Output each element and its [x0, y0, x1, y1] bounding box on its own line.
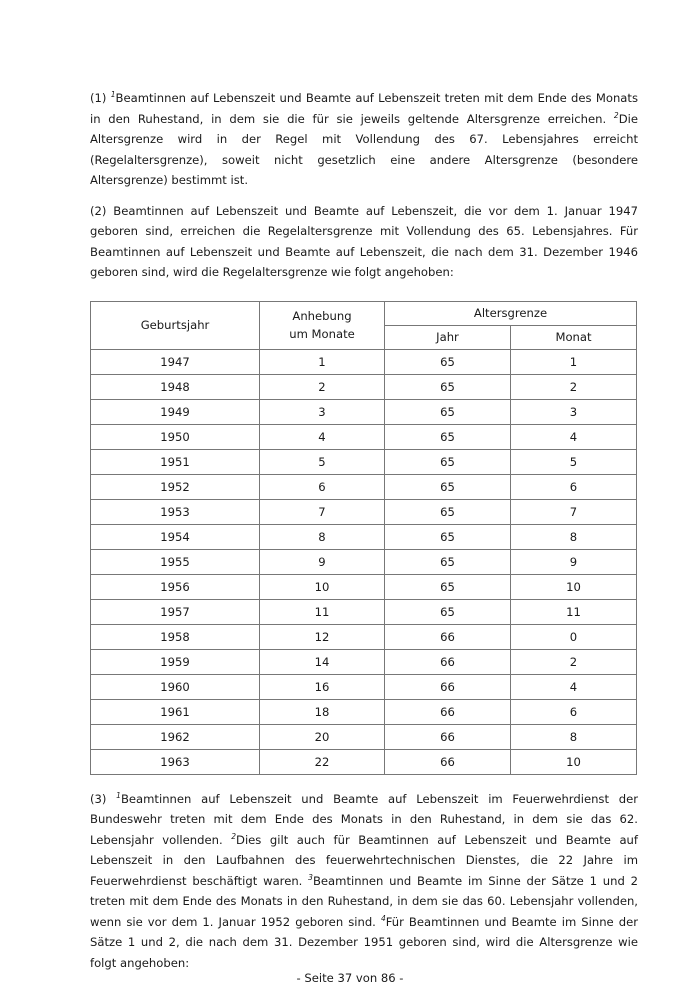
cell-month: 11: [511, 599, 637, 624]
sentence-number: 1: [110, 90, 116, 99]
table-row: [91, 424, 637, 449]
header-month: Monat: [511, 325, 637, 349]
cell-increase: 7: [260, 499, 385, 524]
cell-increase: 20: [260, 724, 385, 749]
cell-birthyear: 1957: [91, 599, 260, 624]
cell-birthyear: 1948: [91, 374, 260, 399]
paragraph-3-sentence-1: Beamtinnen auf Lebenszeit und Beamte auf Lebenszeit im Feuerwehrdienst der Bundeswehr treten mit dem Ende des Monats in den Ruhestand, in dem sie das 62. Lebensjahr vollenden.: [90, 791, 638, 847]
cell-year: 65: [385, 474, 511, 499]
cell-month: 9: [511, 549, 637, 574]
cell-month: 6: [511, 474, 637, 499]
cell-year: 65: [385, 449, 511, 474]
header-increase-line-1: Anhebung: [292, 309, 352, 323]
header-increase-line-2: um Monate: [289, 327, 355, 341]
cell-birthyear: 1947: [91, 349, 260, 374]
table-row: [91, 499, 637, 524]
table-row: [91, 649, 637, 674]
table-row: [91, 599, 637, 624]
paragraph-1-sentence-1: Beamtinnen auf Lebenszeit und Beamte auf Lebenszeit treten mit dem Ende des Monats in den Ruhestand, in dem sie die für sie jeweils geltende Altersgrenze erreichen.: [90, 91, 638, 126]
cell-birthyear: 1951: [91, 449, 260, 474]
paragraph-2: (2) Beamtinnen auf Lebenszeit und Beamte auf Lebenszeit, die vor dem 1. Januar 1947 geboren sind, erreichen die Regelaltersgrenze mit Vollendung des 65. Lebensjahres. Für Beamtinnen auf Lebenszeit und Beamte auf Lebenszeit, die nach dem 31. Dezember 1946 geboren sind, wird die Regelaltersgrenze wie folgt angehoben:: [90, 203, 638, 279]
paragraph-1-sentence-2: Die Altersgrenze wird in der Regel mit Vollendung des 67. Lebensjahres erreicht (Regelaltersgrenze), soweit nicht gesetzlich eine andere Altersgrenze (besondere Altersgrenze) bestimmt ist.: [90, 111, 638, 187]
paragraph-3-sentence-3: Beamtinnen und Beamte im Sinne der Sätze 1 und 2 treten mit dem Ende des Monats in den Ruhestand, in dem sie das 60. Lebensjahr vollenden, wenn sie vor dem 1. Januar 1952 geboren sind.: [90, 873, 638, 929]
sentence-number: 2: [231, 831, 237, 841]
paragraph-1: [90, 88, 638, 191]
cell-increase: 9: [260, 549, 385, 574]
cell-birthyear: 1958: [91, 624, 260, 649]
cell-year: 65: [385, 599, 511, 624]
table-row: [91, 574, 637, 599]
cell-month: 6: [511, 699, 637, 724]
cell-year: 65: [385, 424, 511, 449]
header-year: Jahr: [385, 325, 511, 349]
header-birthyear: Geburtsjahr: [91, 301, 260, 349]
cell-increase: 3: [260, 399, 385, 424]
cell-birthyear: 1961: [91, 699, 260, 724]
cell-month: 5: [511, 449, 637, 474]
table-row: [91, 524, 637, 549]
cell-month: 4: [511, 674, 637, 699]
page-number-footer: - Seite 37 von 86 -: [296, 971, 404, 985]
cell-increase: 2: [260, 374, 385, 399]
age-limit-table: [90, 301, 637, 775]
cell-month: 2: [511, 649, 637, 674]
cell-increase: 8: [260, 524, 385, 549]
cell-year: 66: [385, 724, 511, 749]
table-row: [91, 699, 637, 724]
cell-year: 65: [385, 549, 511, 574]
cell-year: 65: [385, 524, 511, 549]
cell-birthyear: 1949: [91, 399, 260, 424]
sentence-number: 4: [380, 913, 386, 923]
table-row: [91, 374, 637, 399]
paragraph-3: [90, 789, 638, 974]
cell-month: 8: [511, 724, 637, 749]
cell-increase: 18: [260, 699, 385, 724]
table-row: [91, 474, 637, 499]
cell-year: 65: [385, 374, 511, 399]
table-row: [91, 749, 637, 774]
cell-birthyear: 1956: [91, 574, 260, 599]
cell-year: 65: [385, 574, 511, 599]
table-row: [91, 399, 637, 424]
cell-birthyear: 1952: [91, 474, 260, 499]
cell-month: 4: [511, 424, 637, 449]
cell-increase: 5: [260, 449, 385, 474]
paragraph-3-sentence-2: Dies gilt auch für Beamtinnen auf Lebenszeit und Beamte auf Lebenszeit in den Laufbahnen des feuerwehrtechnischen Dienstes, die 22 Jahre im Feuerwehrdienst beschäftigt waren.: [90, 832, 638, 888]
cell-increase: 11: [260, 599, 385, 624]
cell-month: 3: [511, 399, 637, 424]
cell-birthyear: 1962: [91, 724, 260, 749]
paragraph-1-label: (1): [90, 91, 107, 105]
sentence-number: 1: [116, 790, 121, 800]
cell-month: 7: [511, 499, 637, 524]
cell-year: 66: [385, 749, 511, 774]
cell-birthyear: 1953: [91, 499, 260, 524]
cell-birthyear: 1960: [91, 674, 260, 699]
cell-year: 66: [385, 674, 511, 699]
cell-increase: 12: [260, 624, 385, 649]
sentence-number: 3: [308, 872, 313, 882]
cell-birthyear: 1963: [91, 749, 260, 774]
header-increase-months: [260, 301, 385, 349]
table-row: [91, 549, 637, 574]
cell-birthyear: 1950: [91, 424, 260, 449]
cell-month: 1: [511, 349, 637, 374]
table-row: [91, 449, 637, 474]
sentence-number: 2: [613, 110, 619, 120]
cell-year: 65: [385, 349, 511, 374]
cell-birthyear: 1955: [91, 549, 260, 574]
cell-increase: 6: [260, 474, 385, 499]
cell-month: 2: [511, 374, 637, 399]
cell-increase: 10: [260, 574, 385, 599]
cell-increase: 14: [260, 649, 385, 674]
cell-year: 65: [385, 399, 511, 424]
cell-increase: 4: [260, 424, 385, 449]
paragraph-3-label: (3): [90, 791, 107, 806]
header-age-limit: Altersgrenze: [385, 301, 637, 325]
table-body: [91, 349, 637, 774]
table-row: [91, 674, 637, 699]
cell-month: 10: [511, 574, 637, 599]
cell-increase: 1: [260, 349, 385, 374]
cell-year: 66: [385, 649, 511, 674]
table-row: [91, 624, 637, 649]
cell-birthyear: 1954: [91, 524, 260, 549]
cell-year: 65: [385, 499, 511, 524]
document-page: [90, 88, 638, 973]
cell-increase: 22: [260, 749, 385, 774]
cell-year: 66: [385, 699, 511, 724]
cell-increase: 16: [260, 674, 385, 699]
table-row: [91, 724, 637, 749]
cell-month: 8: [511, 524, 637, 549]
paragraph-3-sentence-4: Für Beamtinnen und Beamte im Sinne der Sätze 1 und 2, die nach dem 31. Dezember 1951 geboren sind, wird die Altersgrenze wie folgt angehoben:: [90, 914, 639, 970]
cell-birthyear: 1959: [91, 649, 260, 674]
cell-year: 66: [385, 624, 511, 649]
cell-month: 0: [511, 624, 637, 649]
table-row: [91, 349, 637, 374]
cell-month: 10: [511, 749, 637, 774]
